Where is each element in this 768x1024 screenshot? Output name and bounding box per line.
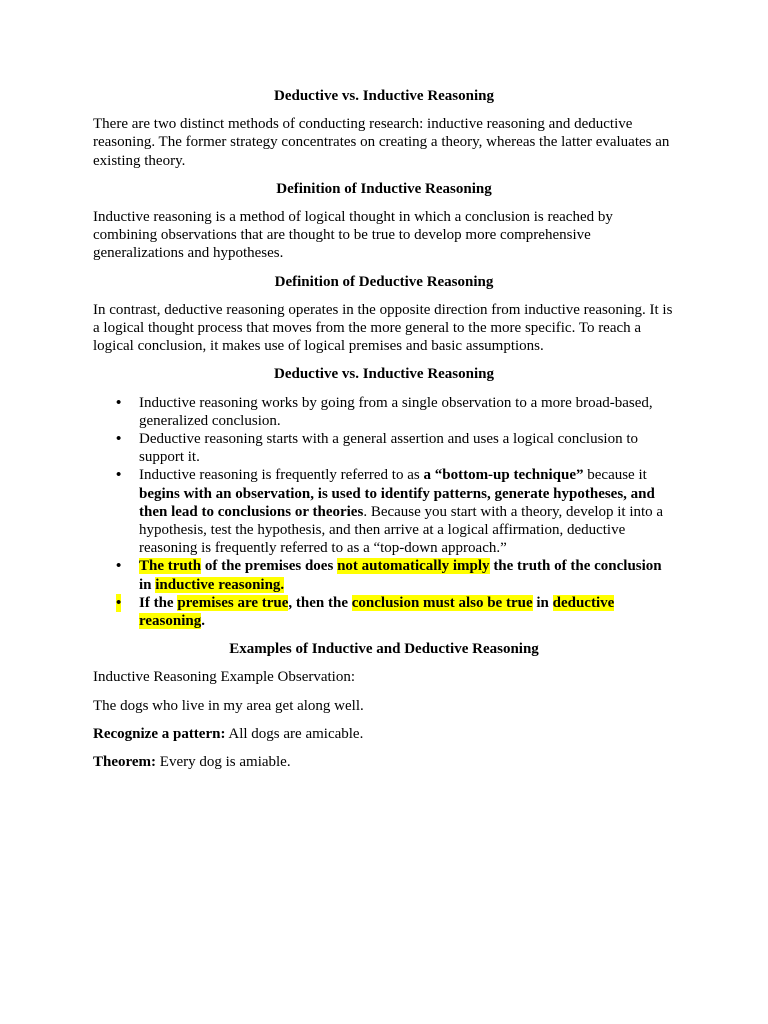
inductive-definition-paragraph: Inductive reasoning is a method of logical thought in which a conclusion is reached by combining observations that are thought to be true to develop more comprehensive generalizations and hypotheses. (93, 209, 613, 262)
list-item (116, 430, 675, 466)
list-item (116, 594, 675, 630)
bullet-icon: • (116, 594, 122, 611)
bullet-text: because it (583, 467, 647, 484)
bold-text: begins with an observation, is used to identify patterns, generate hypotheses, and then lead to conclusions or theories (139, 485, 655, 520)
document-title: Deductive vs. Inductive Reasoning (273, 88, 494, 104)
bullet-icon: • (116, 394, 122, 411)
list-item (116, 466, 675, 557)
pattern-text: All dogs are amicable. (225, 725, 364, 742)
bullet-text: Inductive reasoning works by going from a single observation to a more broad-based, generalized conclusion. (139, 394, 653, 429)
example-intro: Inductive Reasoning Example Observation: (93, 669, 356, 686)
theorem-line (93, 753, 675, 771)
pattern-label: Recognize a pattern: (93, 725, 226, 742)
bullet-text: . Because you start with a theory, develop it into a hypothesis, test the hypothesis, and then arrive at a logical affirmation, deductive reasoning is frequently referred to as a “top-down approach.” (139, 503, 664, 557)
list-item (116, 394, 675, 430)
bullet-icon: • (116, 467, 122, 484)
bullet-icon: • (116, 431, 122, 448)
deductive-definition-paragraph: In contrast, deductive reasoning operates in the opposite direction from inductive reasoning. It is a logical thought process that moves from the more general to the more specific. To reach a logical conclusion, it makes use of logical premises and basic assumptions. (93, 301, 673, 355)
theorem-label: Theorem: (93, 754, 157, 771)
pattern-line (93, 725, 675, 743)
intro-paragraph: There are two distinct methods of conducting research: inductive reasoning and deductive reasoning. The former strategy concentrates on creating a theory, whereas the latter evaluates an existing theory. (93, 116, 670, 169)
bold-text: a “bottom-up technique” (423, 467, 584, 484)
highlighted-text: The truth (139, 558, 202, 575)
bullet-text: Deductive reasoning starts with a general assertion and uses a logical conclusion to support it. (139, 431, 639, 466)
bullet-text: in (532, 594, 553, 611)
bullet-text: Inductive reasoning is frequently referred to as (139, 467, 424, 484)
comparison-bullet-list (93, 394, 675, 631)
list-item (116, 557, 675, 593)
highlighted-text: conclusion must also be true (351, 594, 533, 611)
inductive-definition-heading: Definition of Inductive Reasoning (276, 180, 492, 197)
highlighted-text: inductive reasoning. (155, 576, 285, 593)
bullet-icon: • (116, 558, 122, 575)
example-observation: The dogs who live in my area get along well. (93, 697, 364, 714)
examples-heading: Examples of Inductive and Deductive Reasoning (229, 641, 539, 658)
bullet-text: . (201, 613, 205, 630)
theorem-text: Every dog is amiable. (156, 754, 291, 771)
highlighted-text: premises are true (177, 594, 289, 611)
comparison-heading: Deductive vs. Inductive Reasoning (273, 366, 494, 383)
highlighted-text: not automatically imply (337, 558, 490, 575)
bullet-text: , then the (288, 594, 352, 611)
bullet-text: of the premises does (201, 558, 338, 575)
bullet-text: If the (139, 594, 178, 611)
bullet-text: the truth of the conclusion in (139, 558, 662, 593)
deductive-definition-heading: Definition of Deductive Reasoning (274, 273, 494, 290)
highlighted-text: deductive reasoning (139, 594, 615, 630)
